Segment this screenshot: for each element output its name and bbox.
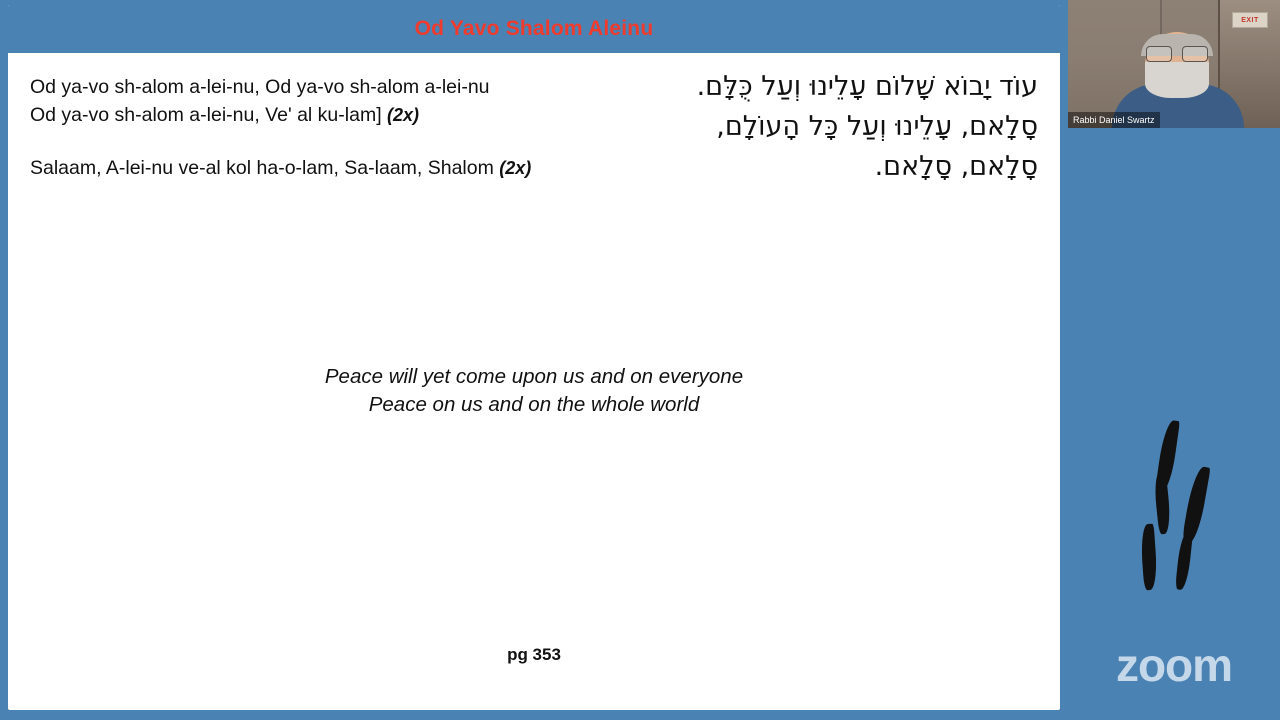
participant-beard [1145, 62, 1209, 98]
repeat-marker: (2x) [387, 105, 420, 125]
spacer [30, 129, 630, 154]
zoom-wordmark: zoom [1115, 639, 1233, 691]
glasses-icon [1146, 46, 1208, 60]
branding-area [1068, 420, 1280, 720]
hebrew-line: עוֹד יָבוֹא שָׁלוֹם עָלֵינוּ וְעַל כֻּלָּם. [696, 71, 1038, 102]
flame-logo-icon [1126, 420, 1246, 610]
participant-name-label: Rabbi Daniel Swartz [1068, 112, 1160, 128]
hebrew-text-block [598, 67, 1038, 187]
slide-title-bar [8, 5, 1060, 53]
hebrew-line: סָלָאם, עָלֵינוּ וְעַל כָּל הָעוֹלָם, [716, 111, 1038, 142]
translation-line: Peace will yet come upon us and on everyone [324, 365, 744, 388]
transliteration-block [30, 73, 630, 182]
repeat-marker: (2x) [499, 158, 532, 178]
transliteration-text: Salaam, A-lei-nu ve-al kol ha-o-lam, Sa-laam, Shalom [30, 157, 494, 179]
participant-rail [1068, 0, 1280, 720]
page-number: pg 353 [507, 645, 561, 664]
transliteration-line [30, 73, 630, 101]
participant-video-tile[interactable] [1068, 0, 1280, 128]
translation-block [8, 363, 1060, 419]
transliteration-text: Od ya-vo sh-alom a-lei-nu, Od ya-vo sh-alom a-lei-nu [30, 76, 490, 98]
presentation-slide [8, 5, 1060, 710]
translation-line: Peace on us and on the whole world [368, 393, 700, 416]
exit-sign-icon [1232, 12, 1268, 28]
transliteration-text: Od ya-vo sh-alom a-lei-nu, Ve' al ku-lam] [30, 104, 382, 126]
exit-sign-text: EXIT [1241, 16, 1259, 24]
transliteration-line [30, 101, 630, 129]
hebrew-line: סָלָאם, סָלָאם. [874, 151, 1038, 182]
page-title: Od Yavo Shalom Aleinu [414, 17, 654, 40]
transliteration-line [30, 154, 630, 182]
